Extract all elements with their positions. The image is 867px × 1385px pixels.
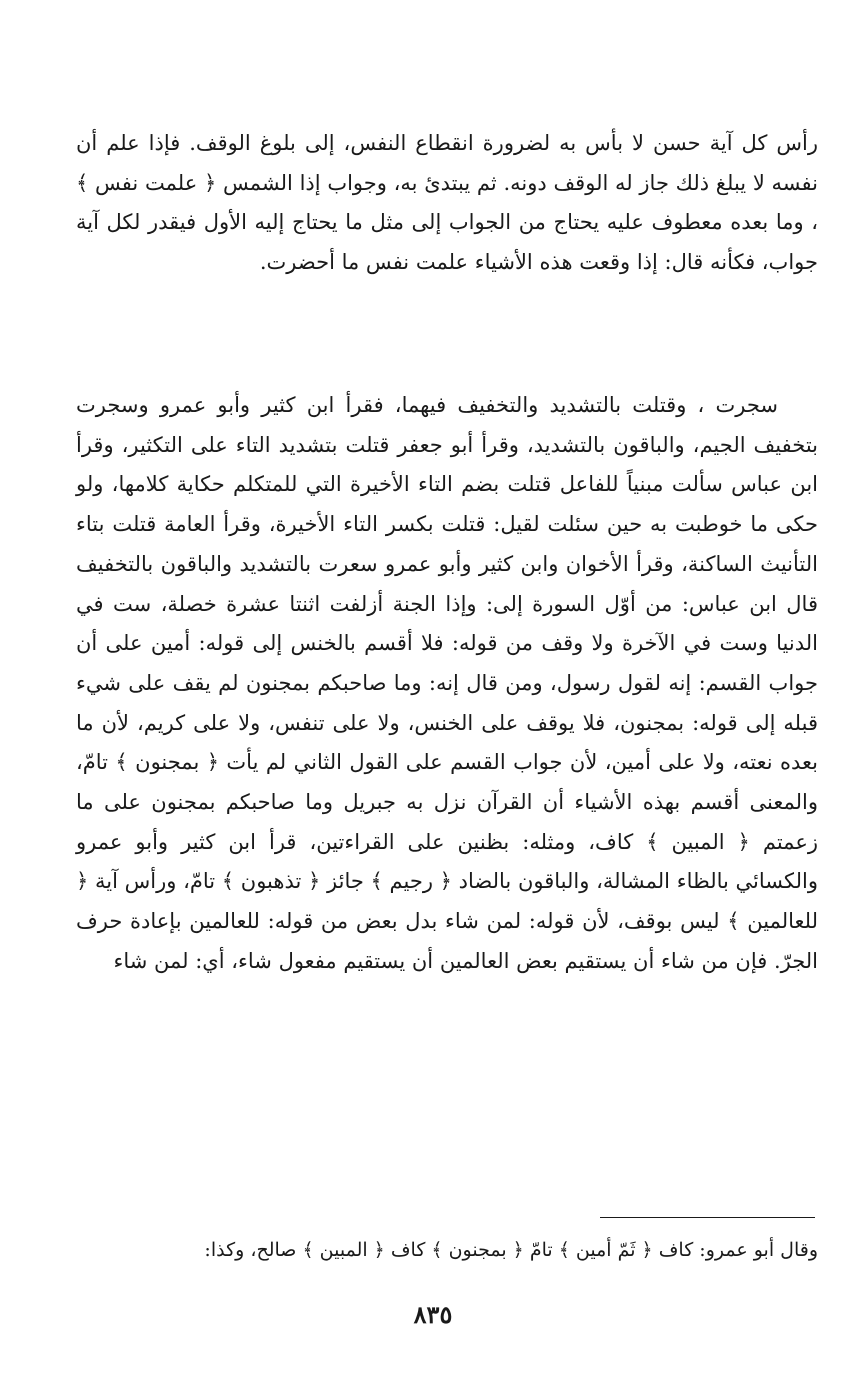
- paragraph-1: رأس كل آية حسن لا بأس به لضرورة انقطاع النفس، إلى بلوغ الوقف. فإذا علم أن نفسه لا يبلغ ذلك جاز له الوقف دونه. ثم يبتدئ به، وجواب إذا الشمس ﴿ علمت نفس ﴾ ، وما بعده معطوف عليه يحتاج من الجواب إلى مثل ما يحتاج إليه الأول فيقدر لكل آية جواب، فكأنه قال: إذا وقعت هذه الأشياء علمت نفس ما أحضرت.: [76, 131, 819, 275]
- paragraph-2: سجرت ، وقتلت بالتشديد والتخفيف فيهما، فقرأ ابن كثير وأبو عمرو وسجرت بتخفيف الجيم، والباقون بالتشديد، وقرأ أبو جعفر قتلت بتشديد التاء على التكثير، وقرأ ابن عباس سألت مبنياً للفاعل قتلت بضم التاء الأخيرة التي للمتكلم حكاية كلامها، ولو حكى ما خوطبت به حين سئلت لقيل: قتلت بكسر التاء الأخيرة، وقرأ العامة قتلت بتاء التأنيث الساكنة، وقرأ الأخوان وابن كثير وأبو عمرو سعرت بالتشديد والباقون بالتخفيف قال ابن عباس: من أوّل السورة إلى: وإذا الجنة أزلفت اثنتا عشرة خصلة، ست في الدنيا وست في الآخرة ولا وقف من قوله: فلا أقسم بالخنس إلى قوله: أمين على أن جواب القسم: إنه لقول رسول، ومن قال إنه: وما صاحبكم بمجنون لم يقف على شيء قبله إلى قوله: بمجنون، فلا يوقف على الخنس، ولا على تنفس، ولا على كريم، لأن ما بعده نعته، ولا على أمين، لأن جواب القسم على القول الثاني لم يأت ﴿ بمجنون ﴾ تامّ، والمعنى أقسم بهذه الأشياء أن القرآن نزل به جبريل وما صاحبكم بمجنون على ما زعمتم ﴿ المبين ﴾ كاف، ومثله: بظنين على القراءتين، قرأ ابن كثير وأبو عمرو والكسائي بالظاء المشالة، والباقون بالضاد ﴿ رجيم ﴾ جائز ﴿ تذهبون ﴾ تامّ، ورأس آية ﴿ للعالمين ﴾ ليس بوقف، لأن قوله: لمن شاء بدل بعض من قوله: للعالمين بإعادة حرف الجرّ. فإن من شاء أن يستقيم بعض العالمين أن يستقيم مفعول شاء، أي: لمن شاء: [76, 393, 818, 973]
- footnote: وقال أبو عمرو: كاف ﴿ ثَمّ أمين ﴾ تامّ ﴿ بمجنون ﴾ كاف ﴿ المبين ﴾ صالح، وكذا:: [204, 1239, 818, 1261]
- footnote-divider: [600, 1217, 815, 1218]
- page-number: ٨٣٥: [413, 1300, 453, 1329]
